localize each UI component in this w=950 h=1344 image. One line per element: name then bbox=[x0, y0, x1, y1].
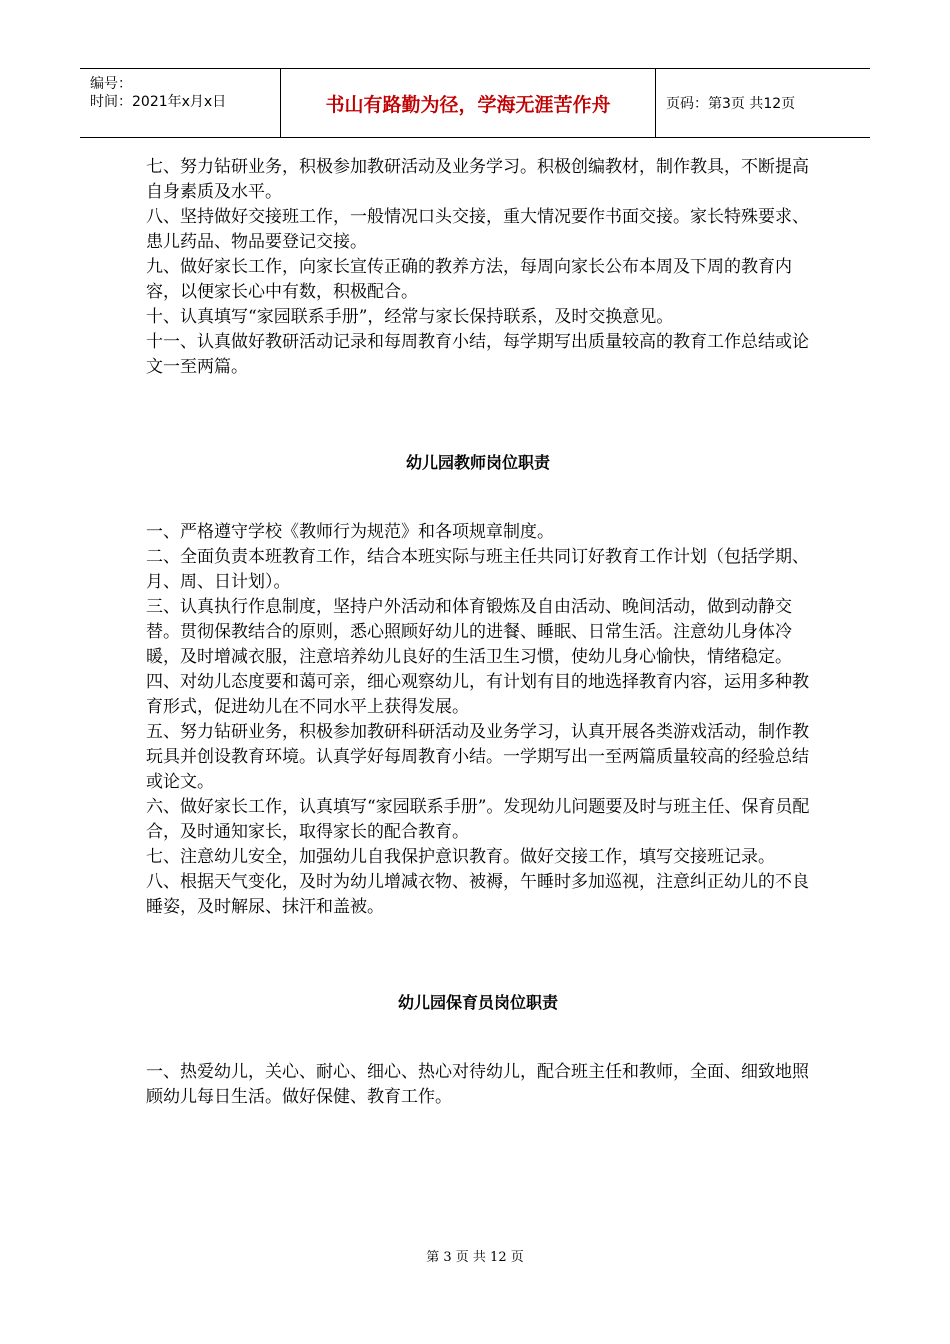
paragraph: 十一、认真做好教研活动记录和每周教育小结，每学期写出质量较高的教育工作总结或论文一至两篇。 bbox=[146, 332, 809, 377]
paragraph: 一、严格遵守学校《教师行为规范》和各项规章制度。 bbox=[146, 522, 554, 542]
paragraph: 二、全面负责本班教育工作，结合本班实际与班主任共同订好教育工作计划（包括学期、月、周、日计划）。 bbox=[146, 547, 809, 592]
section-continued-duties bbox=[146, 155, 810, 380]
paragraph: 三、认真执行作息制度，坚持户外活动和体育锻炼及自由活动、晚间活动，做到动静交替。贯彻保教结合的原则，悉心照顾好幼儿的进餐、睡眠、日常生活。注意幼儿身体冷暖，及时增减衣服，注意培养幼儿良好的生活卫生习惯，使幼儿身心愉快，情绪稳定。 bbox=[146, 597, 792, 667]
page-footer: 第 3 页 共 12 页 bbox=[426, 1250, 524, 1265]
paragraph: 五、努力钻研业务，积极参加教研科研活动及业务学习，认真开展各类游戏活动，制作教玩具并创设教育环境。认真学好每周教育小结。一学期写出一至两篇质量较高的经验总结或论文。 bbox=[146, 722, 809, 792]
paragraph: 七、努力钻研业务，积极参加教研活动及业务学习。积极创编教材，制作教具，不断提高自身素质及水平。 bbox=[146, 157, 809, 202]
section-title-caregiver: 幼儿园保育员岗位职责 bbox=[397, 993, 558, 1012]
paragraph: 六、做好家长工作，认真填写“家园联系手册”。发现幼儿问题要及时与班主任、保育员配合，及时通知家长，取得家长的配合教育。 bbox=[146, 797, 810, 842]
paragraph: 八、坚持做好交接班工作，一般情况口头交接，重大情况要作书面交接。家长特殊要求、患儿药品、物品要登记交接。 bbox=[146, 207, 809, 252]
header-page-info: 页码：第3页 共12页 bbox=[666, 96, 796, 112]
code-label: 编号： bbox=[90, 76, 132, 92]
paragraph: 一、热爱幼儿，关心、耐心、细心、热心对待幼儿，配合班主任和教师，全面、细致地照顾幼儿每日生活。做好保健、教育工作。 bbox=[146, 1062, 809, 1107]
page-header bbox=[80, 68, 870, 138]
date-line: 时间：2021年x月x日 bbox=[90, 94, 227, 110]
paragraph: 八、根据天气变化，及时为幼儿增减衣物、被褥，午睡时多加巡视，注意纠正幼儿的不良睡姿，及时解尿、抹汗和盖被。 bbox=[146, 872, 809, 917]
paragraph: 十、认真填写“家园联系手册”，经常与家长保持联系，及时交换意见。 bbox=[146, 307, 674, 327]
section-title-teacher: 幼儿园教师岗位职责 bbox=[405, 453, 550, 472]
section-teacher-duties bbox=[146, 520, 810, 920]
paragraph: 七、注意幼儿安全，加强幼儿自我保护意识教育。做好交接工作，填写交接班记录。 bbox=[146, 847, 775, 867]
header-meta bbox=[80, 69, 281, 137]
header-motto: 书山有路勤为径，学海无涯苦作舟 bbox=[281, 69, 656, 137]
paragraph: 九、做好家长工作，向家长宣传正确的教养方法，每周向家长公布本周及下周的教育内容，以便家长心中有数，积极配合。 bbox=[146, 257, 792, 302]
section-caregiver-duties bbox=[146, 1060, 810, 1110]
document-body bbox=[146, 155, 810, 1110]
paragraph: 四、对幼儿态度要和蔼可亲，细心观察幼儿，有计划有目的地选择教育内容，运用多种教育形式，促进幼儿在不同水平上获得发展。 bbox=[146, 672, 809, 717]
